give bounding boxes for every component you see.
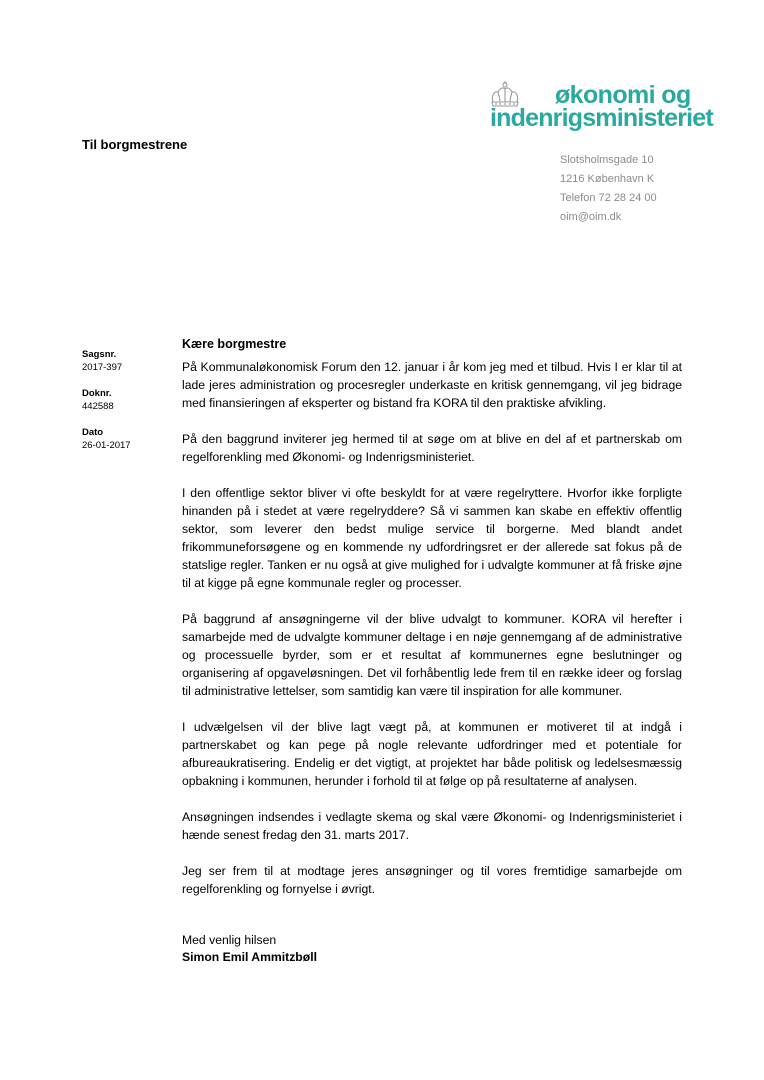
letter-body <box>182 335 682 966</box>
closing-text: Med venlig hilsen <box>182 933 277 947</box>
address-email: oim@oim.dk <box>560 211 622 223</box>
closing-block <box>182 932 682 966</box>
sender-address <box>560 151 657 227</box>
paragraph-5: I udvælgelsen vil der blive lagt vægt på, at kommunen er motiveret til at indgå i partnerskabet og kan pege på nogle relevante udfordringer med et potentiale for afbureaukratisering. Endelig er det vigtigt, at projektet har både politisk og ledelsesmæssig opbakning i kommunen, herunder i forhold til at følge op på resultaterne af analysen. <box>182 720 682 788</box>
signer-name: Simon Emil Ammitzbøll <box>182 950 317 964</box>
sagsnr-value: 2017-397 <box>82 362 123 373</box>
sagsnr-label: Sagsnr. <box>82 349 117 360</box>
paragraph-1: På Kommunaløkonomisk Forum den 12. januar i år kom jeg med et tilbud. Hvis I er klar til at lade jeres administration og procesregler underkaste en kritisk gennemgang, vil jeg bidrage med finansieringen af eksperter og bistand fra KORA til den praktiske afvikling. <box>182 360 682 410</box>
case-metadata <box>82 348 131 465</box>
dato-label: Dato <box>82 427 104 438</box>
dato-value: 26-01-2017 <box>82 440 131 451</box>
paragraph-4: På baggrund af ansøgningerne vil der blive udvalgt to kommuner. KORA vil herefter i samarbejde med de udvalgte kommuner deltage i en nøje gennemgang af de administrative og processuelle byrder, som er et resultat af kommunernes egne beslutninger og organisering af opgaveløsningen. Det vil forhåbentlig lede frem til en række ideer og forslag til administrative lettelser, som samtidig kan være til inspiration for alle kommuner. <box>182 612 682 698</box>
ministry-logo <box>488 80 713 132</box>
logo-text-line2: indenrigsministeriet <box>490 104 713 132</box>
address-phone: Telefon 72 28 24 00 <box>560 192 657 204</box>
address-street: Slotsholmsgade 10 <box>560 154 654 166</box>
greeting: Kære borgmestre <box>182 337 287 351</box>
recipient-heading: Til borgmestrene <box>82 137 188 152</box>
address-city: 1216 København K <box>560 173 655 185</box>
doknr-label: Doknr. <box>82 388 112 399</box>
paragraph-3: I den offentlige sektor bliver vi ofte beskyldt for at være regelryttere. Hvorfor ikke forpligte hinanden på i stedet at være regelryddere? Så vi sammen kan skabe en effektiv offentlig sektor, som leverer den bedst mulige service til borgerne. Med blandt andet frikommuneforsøgene og en kommende ny udfordringsret er der allerede sat fokus på de statslige regler. Tanken er nu også at give mulighed for i udvalgte kommuner at få friske øjne til at kigge på egne kommunale regler og processer. <box>182 486 682 590</box>
doknr-value: 442588 <box>82 401 114 412</box>
paragraph-7: Jeg ser frem til at modtage jeres ansøgninger og til vores fremtidige samarbejde om regelforenkling og fornyelse i øvrigt. <box>182 864 682 896</box>
paragraph-2: På den baggrund inviterer jeg hermed til at søge om at blive en del af et partnerskab om regelforenkling med Økonomi- og Indenrigsministeriet. <box>182 432 682 464</box>
logo-text-line1: økonomi og <box>555 81 691 109</box>
paragraph-6: Ansøgningen indsendes i vedlagte skema og skal være Økonomi- og Indenrigsministeriet i hænde senest fredag den 31. marts 2017. <box>182 810 682 842</box>
